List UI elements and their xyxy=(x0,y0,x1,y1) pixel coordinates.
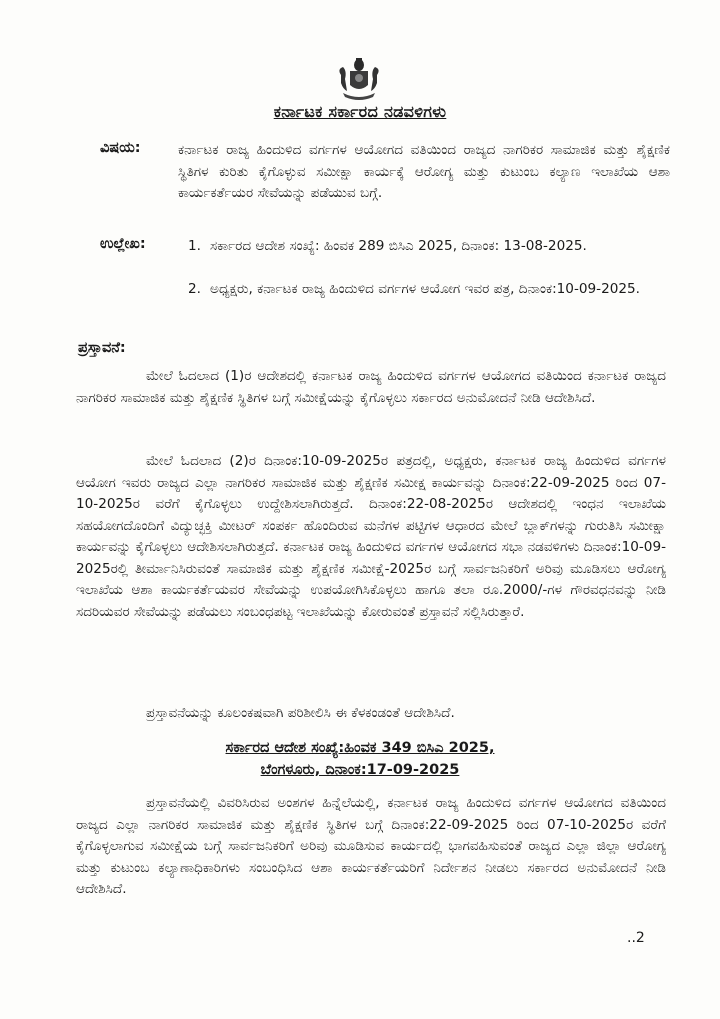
subject-label: ವಿಷಯ: xyxy=(100,140,141,156)
reference-number: 2. xyxy=(188,281,201,297)
preamble-paragraph-3: ಪ್ರಸ್ತಾವನೆಯನ್ನು ಕೂಲಂಕಷವಾಗಿ ಪರಿಶೀಲಿಸಿ ಈ ಕೆಳಕಂಡಂತೆ ಆದೇಶಿಸಿದೆ. xyxy=(146,705,455,721)
preamble-label: ಪ್ರಸ್ತಾವನೆ: xyxy=(78,340,126,356)
order-number-heading: ಸರ್ಕಾರದ ಆದೇಶ ಸಂಖ್ಯೆ:ಹಿಂವಕ 349 ಬಿಸಿಎ 2025, xyxy=(225,740,495,756)
preamble-paragraph-2: ಮೇಲೆ ಓದಲಾದ (2)ರ ದಿನಾಂಕ:10-09-2025ರ ಪತ್ರದಲ್ಲಿ, ಅಧ್ಯಕ್ಷರು, ಕರ್ನಾಟಕ ರಾಜ್ಯ ಹಿಂದುಳಿದ ವರ್ಗಗಳ ಆಯೋಗ ಇವರು ರಾಜ್ಯದ ಎಲ್ಲಾ ನಾಗರಿಕರ ಸಾಮಾಜಿಕ ಮತ್ತು ಶೈಕ್ಷಣಿಕ ಸಮೀಕ್ಷ ಕಾರ್ಯವನ್ನು ದಿನಾಂಕ:22-09-2025 ರಿಂದ 07-10-2025ರ ವರೆಗೆ ಕೈಗೊಳ್ಳಲು ಉದ್ದೇಶಿಸಲಾಗಿರುತ್ತದೆ. ದಿನಾಂಕ:22-08-2025ರ ಆದೇಶದಲ್ಲಿ ಇಂಧನ ಇಲಾಖೆಯ ಸಹಯೋಗದೊಂದಿಗೆ ವಿದ್ಯುಚ್ಛಕ್ತಿ ಮೀಟರ್ ಸಂಪರ್ಕ ಹೊಂದಿರುವ ಮನೆಗಳ ಪಟ್ಟಿಗಳ ಆಧಾರದ ಮೇಲೆ ಬ್ಲಾಕ್‌ಗಳನ್ನು ಗುರುತಿಸಿ ಸಮೀಕ್ಷಾ ಕಾರ್ಯವನ್ನು ಕೈಗೊಳ್ಳಲು ಆದೇಶಿಸಲಾಗಿರುತ್ತದೆ. ಕರ್ನಾಟಕ ರಾಜ್ಯ ಹಿಂದುಳಿದ ವರ್ಗಗಳ ಆಯೋಗದ ಸಭಾ ನಡವಳಿಗಳು ದಿನಾಂಕ:10-09-2025ರಲ್ಲಿ ತೀರ್ಮಾನಿಸಿರುವಂತೆ ಸಾಮಾಜಿಕ ಮತ್ತು ಶೈಕ್ಷಣಿಕ ಸಮೀಕ್ಷೆ-2025ರ ಬಗ್ಗೆ ಸಾರ್ವಜನಿಕರಿಗೆ ಅರಿವು ಮೂಡಿಸಲು ಆರೋಗ್ಯ ಇಲಾಖೆಯ ಆಶಾ ಕಾರ್ಯಕರ್ತೆಯವರ ಸೇವೆಯನ್ನು ಉಪಯೋಗಿಸಿಕೊಳ್ಳಲು ಹಾಗೂ ತಲಾ ರೂ.2000/-ಗಳ ಗೌರವಧನವನ್ನು ನೀಡಿ ಸದರಿಯವರ ಸೇವೆಯನ್ನು ಪಡೆಯಲು ಸಂಬಂಧಪಟ್ಟ ಇಲಾಖೆಯನ್ನು ಕೋರುವಂತೆ ಪ್ರಸ್ತಾವನೆ ಸಲ್ಲಿಸಿರುತ್ತಾರೆ. xyxy=(76,453,666,620)
order-place-date-heading: ಬೆಂಗಳೂರು, ದಿನಾಂಕ:17-09-2025 xyxy=(260,762,460,778)
preamble-paragraph-1: ಮೇಲೆ ಓದಲಾದ (1)ರ ಆದೇಶದಲ್ಲಿ ಕರ್ನಾಟಕ ರಾಜ್ಯ ಹಿಂದುಳಿದ ವರ್ಗಗಳ ಆಯೋಗದ ವತಿಯಿಂದ ಕರ್ನಾಟಕ ರಾಜ್ಯದ ನಾಗರಿಕರ ಸಾಮಾಜಿಕ ಮತ್ತು ಶೈಕ್ಷಣಿಕ ಸ್ಥಿತಿಗಳ ಬಗ್ಗೆ ಸಮೀಕ್ಷೆಯನ್ನು ಕೈಗೊಳ್ಳಲು ಸರ್ಕಾರದ ಅನುಮೋದನೆ ನೀಡಿ ಆದೇಶಿಸಿದೆ. xyxy=(76,368,666,406)
reference-number: 1. xyxy=(188,238,201,254)
references-label: ಉಲ್ಲೇಖ: xyxy=(100,236,146,252)
reference-item xyxy=(188,236,670,280)
document-title: ಕರ್ನಾಟಕ ಸರ್ಕಾರದ ನಡವಳಿಗಳು xyxy=(273,102,447,121)
page-continuation: ..2 xyxy=(627,930,645,946)
reference-text: ಅಧ್ಯಕ್ಷರು, ಕರ್ನಾಟಕ ರಾಜ್ಯ ಹಿಂದುಳಿದ ವರ್ಗಗಳ ಆಯೋಗ ಇವರ ಪತ್ರ, ದಿನಾಂಕ:10-09-2025. xyxy=(210,281,640,297)
order-text: ಪ್ರಸ್ತಾವನೆಯಲ್ಲಿ ವಿವರಿಸಿರುವ ಅಂಶಗಳ ಹಿನ್ನೆಲೆಯಲ್ಲಿ, ಕರ್ನಾಟಕ ರಾಜ್ಯ ಹಿಂದುಳಿದ ವರ್ಗಗಳ ಆಯೋಗದ ವತಿಯಿಂದ ರಾಜ್ಯದ ಎಲ್ಲಾ ನಾಗರಿಕರ ಸಾಮಾಜಿಕ ಮತ್ತು ಶೈಕ್ಷಣಿಕ ಸ್ಥಿತಿಗಳ ಬಗ್ಗೆ ದಿನಾಂಕ:22-09-2025 ರಿಂದ 07-10-2025ರ ವರೆಗೆ ಕೈಗೊಳ್ಳಲಾಗುವ ಸಮೀಕ್ಷೆಯ ಬಗ್ಗೆ ಸಾರ್ವಜನಿಕರಿಗೆ ಅರಿವು ಮೂಡಿಸುವ ಕಾರ್ಯದಲ್ಲಿ ಭಾಗವಹಿಸುವಂತೆ ರಾಜ್ಯದ ಎಲ್ಲಾ ಜಿಲ್ಲಾ ಆರೋಗ್ಯ ಮತ್ತು ಕುಟುಂಬ ಕಲ್ಯಾಣಾಧಿಕಾರಿಗಳು ಸಂಬಂಧಿಸಿದ ಆಶಾ ಕಾರ್ಯಕರ್ತೆಯರಿಗೆ ನಿರ್ದೇಶನ ನೀಡಲು ಸರ್ಕಾರದ ಅನುಮೋದನೆ ನೀಡಿ ಆದೇಶಿಸಿದೆ. xyxy=(76,795,666,897)
karnataka-emblem-icon xyxy=(333,55,385,103)
reference-text: ಸರ್ಕಾರದ ಆದೇಶ ಸಂಖ್ಯೆ: ಹಿಂವಕ 289 ಬಿಸಿಎ 2025, ದಿನಾಂಕ: 13-08-2025. xyxy=(210,238,587,254)
reference-item xyxy=(188,279,670,323)
subject-text: ಕರ್ನಾಟಕ ರಾಜ್ಯ ಹಿಂದುಳಿದ ವರ್ಗಗಳ ಆಯೋಗದ ವತಿಯಿಂದ ರಾಜ್ಯದ ನಾಗರಿಕರ ಸಾಮಾಜಿಕ ಮತ್ತು ಶೈಕ್ಷಣಿಕ ಸ್ಥಿತಿಗಳ ಕುರಿತು ಕೈಗೊಳ್ಳುವ ಸಮೀಕ್ಷಾ ಕಾರ್ಯಕ್ಕೆ ಆರೋಗ್ಯ ಮತ್ತು ಕುಟುಂಬ ಕಲ್ಯಾಣ ಇಲಾಖೆಯ ಆಶಾ ಕಾರ್ಯಕರ್ತೆಯರ ಸೇವೆಯನ್ನು ಪಡೆಯುವ ಬಗ್ಗೆ. xyxy=(178,142,670,201)
